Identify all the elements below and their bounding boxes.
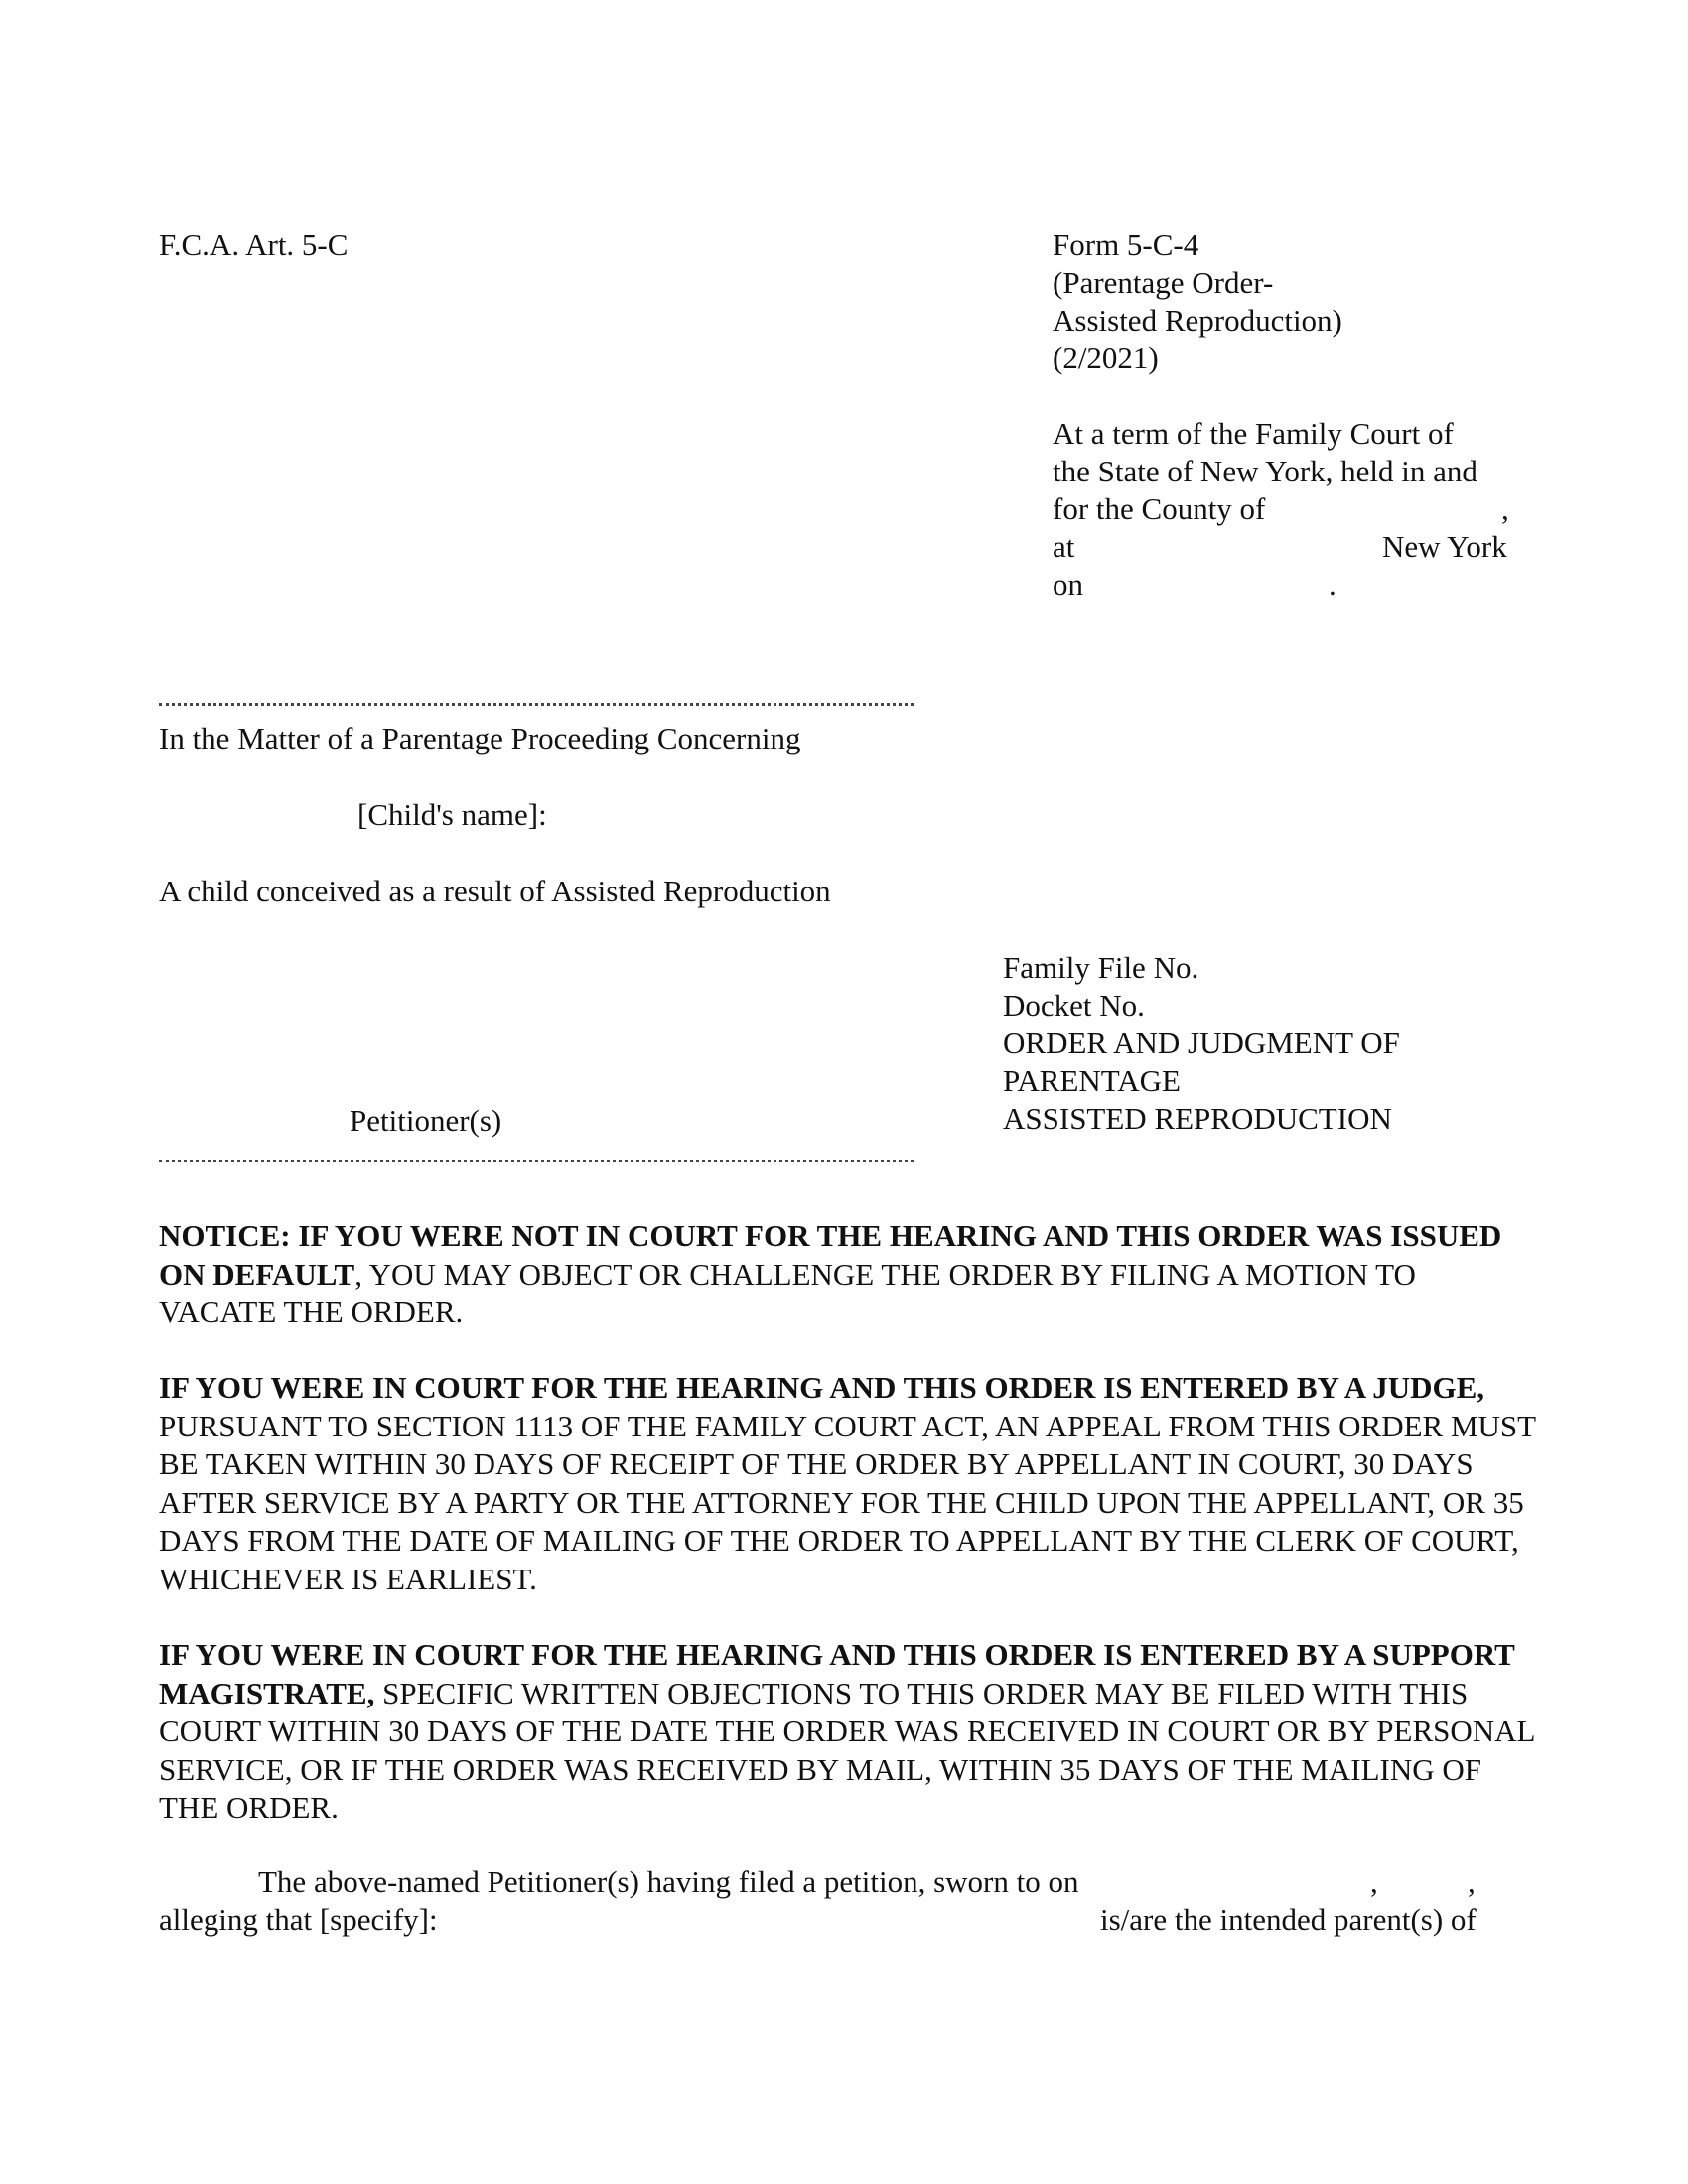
- notice-magistrate: [159, 1636, 1539, 1828]
- body-line-2: alleging that [specify]:: [159, 1902, 438, 1937]
- family-file-no-label: Family File No.: [1003, 950, 1199, 985]
- term-line: the State of New York, held in and: [1053, 454, 1477, 488]
- term-state: New York: [1382, 529, 1507, 564]
- child-name-label: [Child's name]:: [357, 797, 547, 832]
- order-title-line: PARENTAGE: [1003, 1063, 1181, 1098]
- form-line: (Parentage Order-: [1053, 265, 1274, 300]
- caption-matter: In the Matter of a Parentage Proceeding Concerning: [159, 721, 801, 755]
- term-comma: ,: [1501, 491, 1509, 526]
- body-comma: ,: [1370, 1864, 1378, 1899]
- caption-divider: [159, 703, 914, 706]
- body-comma: ,: [1468, 1864, 1476, 1899]
- term-period: .: [1329, 567, 1336, 602]
- notice-judge: [159, 1369, 1539, 1598]
- notice-bold: IF YOU WERE IN COURT FOR THE HEARING AND THIS ORDER IS ENTERED BY A JUDGE,: [159, 1370, 1485, 1405]
- term-line: At a term of the Family Court of: [1053, 416, 1454, 451]
- child-description: A child conceived as a result of Assisted Reproduction: [159, 874, 831, 908]
- term-on-label: on: [1053, 567, 1083, 602]
- notice-text: SPECIFIC WRITTEN OBJECTIONS TO THIS ORDER MAY BE FILED WITH THIS COURT WITHIN 30 DAYS OF THE DATE THE ORDER WAS RECEIVED IN COURT OR BY PERSONAL SERVICE, OR IF THE ORDER WAS RECEIVED BY MAIL, WITHIN 35 DAYS OF THE MAILING OF THE ORDER.: [159, 1675, 1535, 1825]
- notice-bold: IF YOU WERE IN COURT FOR THE HEARING AND THIS ORDER IS ENTERED BY A SUPPORT MAGISTRATE,: [159, 1637, 1515, 1710]
- notice-default: [159, 1217, 1539, 1332]
- order-title-line: ORDER AND JUDGMENT OF: [1003, 1025, 1400, 1060]
- body-line-1: The above-named Petitioner(s) having filed a petition, sworn to on: [258, 1864, 1079, 1899]
- term-at-label: at: [1053, 529, 1075, 564]
- form-line: Form 5-C-4: [1053, 227, 1199, 262]
- form-line: (2/2021): [1053, 341, 1159, 375]
- caption-divider: [159, 1160, 914, 1162]
- notice-text: PURSUANT TO SECTION 1113 OF THE FAMILY COURT ACT, AN APPEAL FROM THIS ORDER MUST BE TAKEN WITHIN 30 DAYS OF RECEIPT OF THE ORDER BY APPELLANT IN COURT, 30 DAYS AFTER SERVICE BY A PARTY OR THE ATTORNEY FOR THE CHILD UPON THE APPELLANT, OR 35 DAYS FROM THE DATE OF MAILING OF THE ORDER TO APPELLANT BY THE CLERK OF COURT, WHICHEVER IS EARLIEST.: [159, 1408, 1536, 1596]
- statute-reference: F.C.A. Art. 5-C: [159, 227, 349, 262]
- docket-no-label: Docket No.: [1003, 988, 1145, 1023]
- notice-bold: NOTICE: IF YOU WERE NOT IN COURT FOR THE HEARING AND THIS ORDER WAS ISSUED ON DEFAULT: [159, 1218, 1502, 1292]
- order-title-line: ASSISTED REPRODUCTION: [1003, 1101, 1392, 1136]
- body-line-2-end: is/are the intended parent(s) of: [1100, 1902, 1477, 1937]
- petitioner-label: Petitioner(s): [350, 1103, 502, 1138]
- term-line: for the County of: [1053, 491, 1266, 526]
- form-line: Assisted Reproduction): [1053, 303, 1342, 338]
- notice-text: , YOU MAY OBJECT OR CHALLENGE THE ORDER BY FILING A MOTION TO VACATE THE ORDER.: [159, 1256, 1416, 1329]
